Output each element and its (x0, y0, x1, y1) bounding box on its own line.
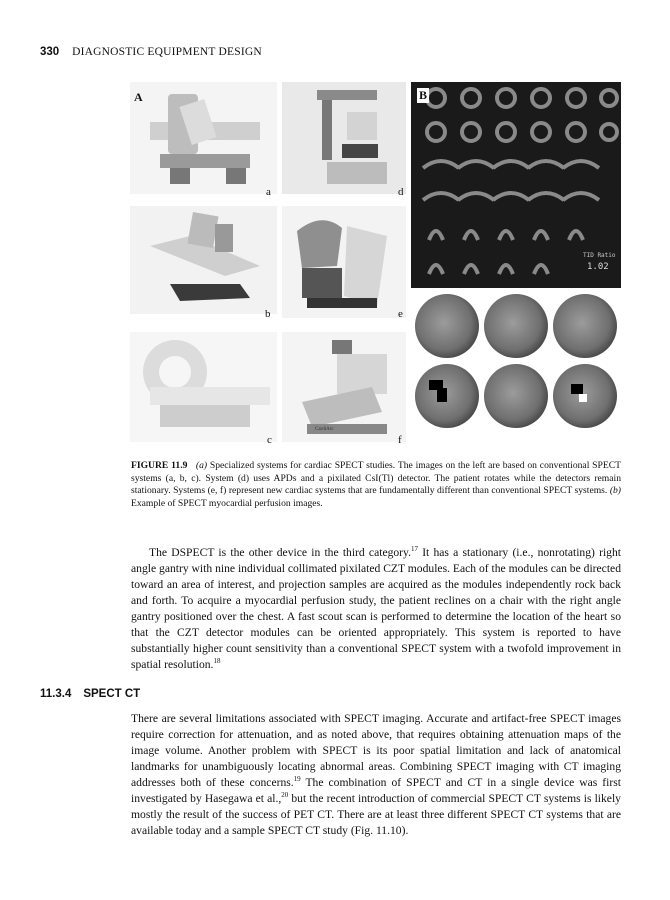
sublabel-d: d (398, 186, 404, 198)
sublabel-e: e (398, 308, 403, 320)
ref-19: 19 (293, 775, 301, 784)
p1-text-a: The DSPECT is the other device in the third category. (149, 546, 411, 559)
figure-caption (131, 460, 621, 510)
caption-panel-b: (b) (609, 485, 621, 497)
image-system-e (282, 206, 406, 318)
brand-text: CardiArc (315, 427, 334, 432)
panel-label-b: B (419, 88, 428, 102)
p2-text-c: but the recent introduction of commercial SPECT CT systems is likely mostly the result of the success of PET CT. There are at least three different SPECT CT systems that are available today and a sample SPECT CT study (Fig. 11.10). (131, 792, 621, 837)
panel-label-a: A (134, 90, 143, 104)
caption-text-1: Specialized systems for cardiac SPECT studies. The images on the left are based on conventional SPECT systems (a, b, c). System (d) uses APDs and a pixilated CsI(Tl) detector. The patient rotates while the detectors remain stationary. Systems (e, f) represent new cardiac systems that are fundamentally different than conventional SPECT systems. (131, 460, 621, 497)
sublabel-a: a (266, 186, 271, 198)
caption-panel-a: (a) (195, 460, 208, 471)
sublabel-b: b (265, 308, 271, 320)
tid-ratio-value: 1.02 (587, 262, 609, 272)
caption-label: FIGURE 11.9 (131, 460, 188, 471)
tid-ratio-label: TID Ratio (583, 252, 616, 259)
image-system-d (282, 82, 406, 194)
running-header (40, 46, 262, 58)
sublabel-f: f (398, 434, 402, 446)
ref-18: 18 (213, 657, 221, 666)
running-title: DIAGNOSTIC EQUIPMENT DESIGN (72, 46, 262, 58)
section-title: SPECT CT (83, 688, 141, 700)
ref-17: 17 (410, 545, 418, 554)
image-system-b (130, 206, 277, 314)
caption-text-2: Example of SPECT myocardial perfusion images. (131, 497, 323, 509)
perfusion-slice-grid (411, 82, 621, 288)
image-system-a (130, 82, 277, 194)
page-number: 330 (40, 46, 60, 58)
ref-20: 20 (281, 791, 289, 800)
figure-11-9 (130, 82, 621, 452)
sublabel-c: c (267, 434, 272, 446)
image-system-c (130, 332, 277, 442)
paragraph-dspect (131, 545, 621, 673)
image-system-f (282, 332, 406, 442)
p2-text-a: There are several limitations associated with SPECT imaging. Accurate and artifact-free SPECT images require correction for attenuation, and as noted above, that requires obtaining attenuation maps of the image volume. Another problem with SPECT is its poor spatial limitation and lack of anatomical landmarks for unambiguously locating abnormal areas. Combining SPECT imaging with CT imaging addresses both of these concerns. (131, 712, 621, 789)
section-number: 11.3.4 (40, 688, 72, 700)
p2-text-b: The combination of SPECT and CT in a single device was first investigated by Hasegawa et al., (131, 776, 621, 805)
p1-text-b: It has a stationary (i.e., nonrotating) right angle gantry with nine individual collimated pixilated CZT modules. Each of the modules can be directed toward an area of interest, and projection samples are acquired as the modules independently rock back and forth. To acquire a myocardial perfusion study, the patient reclines on a chair with the right angle gantry positioned over the chest. A fast scout scan is performed to determine the location of the heart so that the CZT detector modules can be oriented appropriately. This system is reported to have substantially higher count sensitivity than a conventional SPECT system with a twofold improvement in spatial resolution. (131, 546, 621, 671)
section-heading (40, 688, 140, 700)
paragraph-spect-ct (131, 711, 621, 839)
polar-maps (411, 292, 621, 442)
